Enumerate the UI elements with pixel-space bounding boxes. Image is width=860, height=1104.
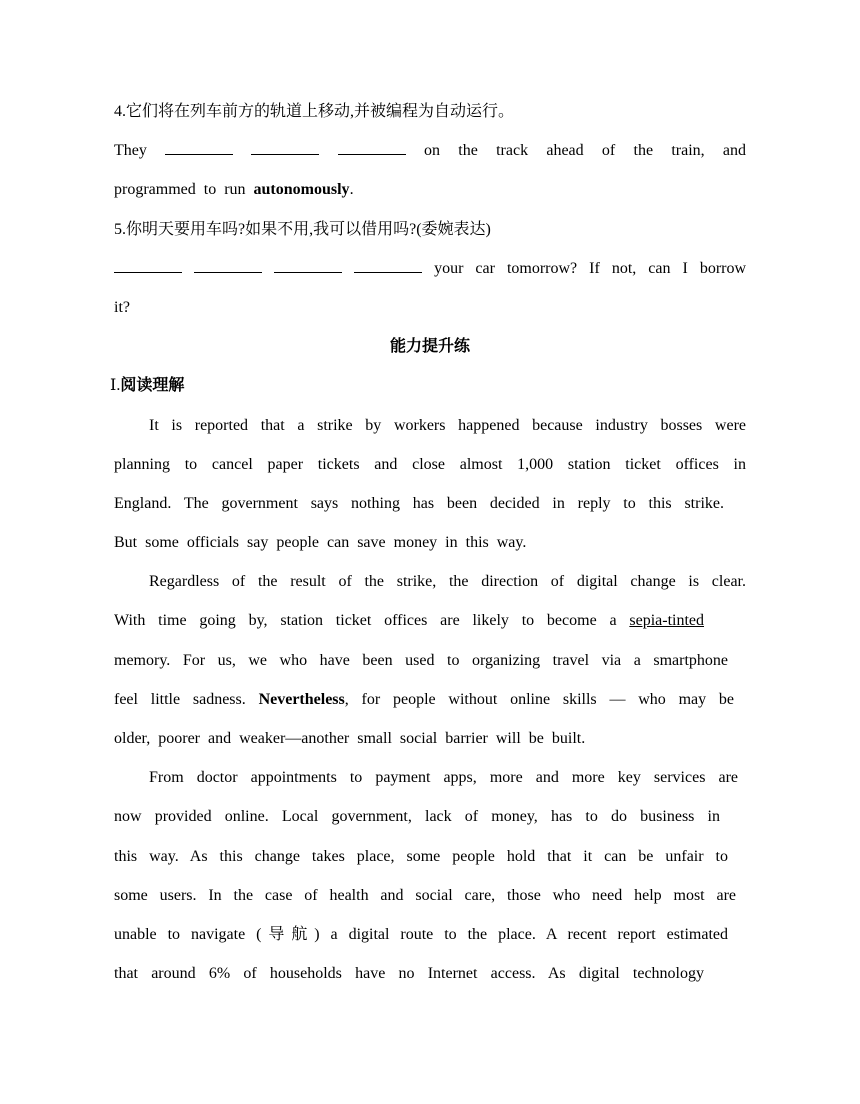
q4-keyword: autonomously <box>253 181 350 199</box>
passage-line: some users. In the case of health and social care, those who need help most are <box>114 886 736 904</box>
p2-line4-pre: feel little sadness. <box>114 690 246 708</box>
answer-blank[interactable] <box>194 258 262 273</box>
passage-line: Regardless of the result of the strike, the direction of digital change is clear. <box>149 573 746 591</box>
passage-line: England. The government says nothing has been decided in reply to this strike. <box>114 494 724 512</box>
passage-line: now provided online. Local government, lack of money, has to do business in <box>114 808 720 826</box>
part-label: 阅读理解 <box>120 377 185 395</box>
passage-line: this way. As this change takes place, some people hold that it can be unfair to <box>114 847 728 865</box>
q5-line1 <box>114 249 746 288</box>
q4-line2 <box>114 170 746 209</box>
p2-line2-text: With time going by, station ticket offices are likely to become a <box>114 612 617 630</box>
q5-line1-rest: your car tomorrow? If not, can I borrow <box>434 259 746 277</box>
part-heading <box>110 366 746 405</box>
bold-word: Nevertheless <box>258 690 345 708</box>
q4-line1-rest: on the track ahead of the train, and <box>424 142 746 160</box>
answer-blank[interactable] <box>251 140 319 155</box>
q4-line1 <box>114 131 746 170</box>
q4-prompt: 4.它们将在列车前方的轨道上移动,并被编程为自动运行。 <box>114 103 515 120</box>
q4-period: . <box>349 181 354 199</box>
part-numeral: Ⅰ. <box>110 377 121 395</box>
passage-line <box>114 680 734 719</box>
p2-line4-post: , for people without online skills — who may be <box>344 690 734 708</box>
q5-line2: it? <box>114 298 130 316</box>
q5-prompt: 5.你明天要用车吗?如果不用,我可以借用吗?(委婉表达) <box>114 220 491 238</box>
answer-blank[interactable] <box>274 258 342 273</box>
passage-line: From doctor appointments to payment apps, more and more key services are <box>149 769 738 787</box>
document-body <box>110 92 746 993</box>
answer-blank[interactable] <box>114 258 182 273</box>
answer-blank[interactable] <box>165 140 233 155</box>
passage-line: It is reported that a strike by workers happened because industry bosses were <box>149 416 746 434</box>
q4-word-they: They <box>114 142 147 160</box>
passage-line <box>114 601 704 640</box>
answer-blank[interactable] <box>338 140 406 155</box>
section-title: 能力提升练 <box>389 338 470 356</box>
passage-line: memory. For us, we who have been used to organizing travel via a smartphone <box>114 651 728 669</box>
passage-line: that around 6% of households have no Internet access. As digital technology <box>114 965 704 983</box>
passage-line: older, poorer and weaker—another small social barrier will be built. <box>114 730 586 747</box>
passage-line: But some officials say people can save money in this way. <box>114 534 527 552</box>
passage-line: unable to navigate (导航) a digital route to the place. A recent report estimated <box>114 925 728 943</box>
underlined-phrase: sepia-tinted <box>629 612 704 630</box>
q4-line2-pre: programmed to run <box>114 181 246 199</box>
answer-blank[interactable] <box>354 258 422 273</box>
passage-line: planning to cancel paper tickets and close almost 1,000 station ticket offices in <box>114 455 746 473</box>
